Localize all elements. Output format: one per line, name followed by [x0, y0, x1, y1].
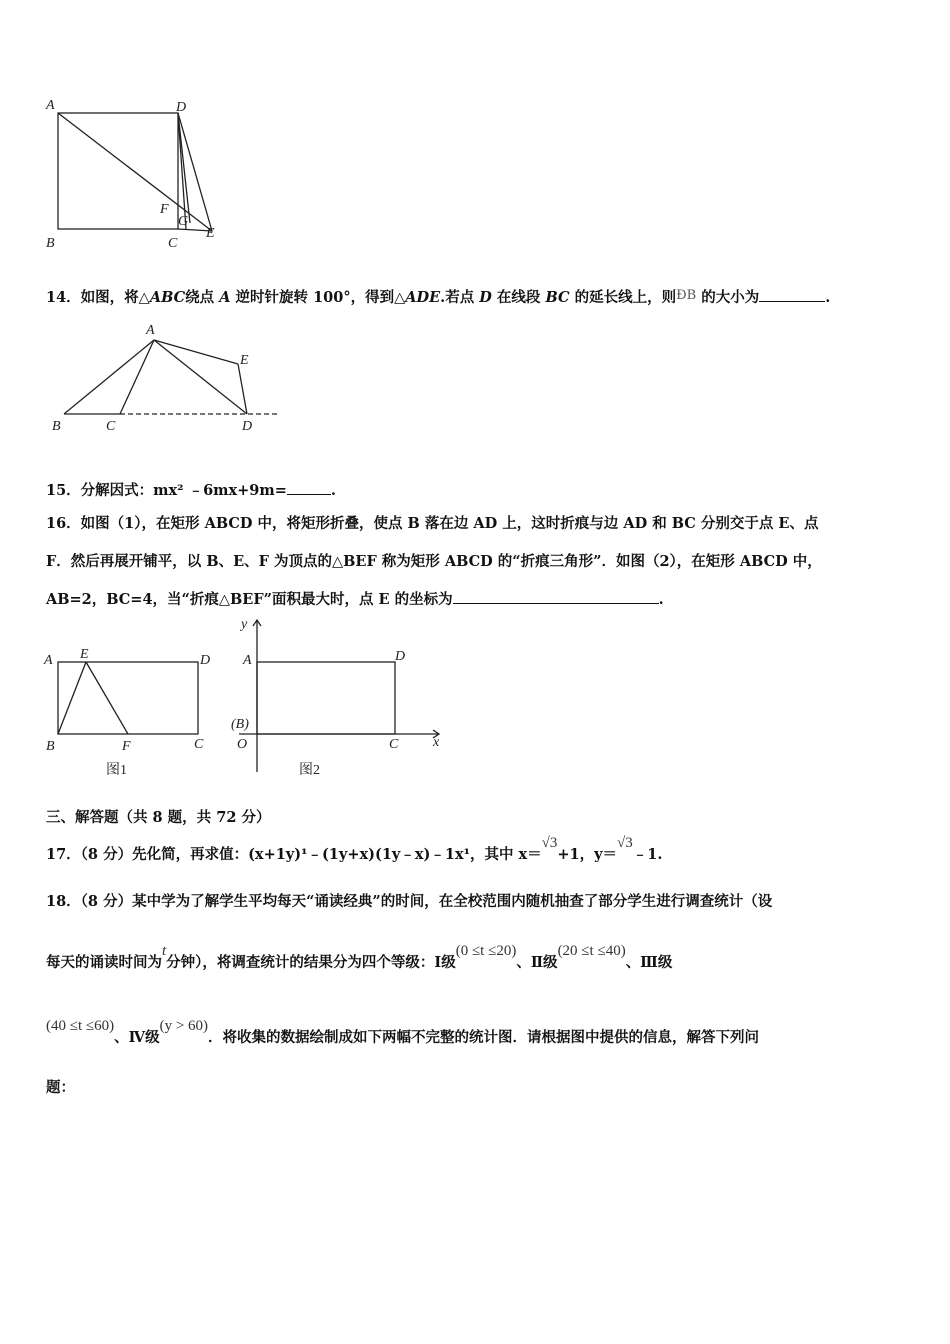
label-y-axis: y: [241, 617, 248, 632]
label-d: D: [395, 649, 406, 664]
label-e: E: [206, 226, 215, 241]
label-f: F: [122, 739, 131, 754]
answer-blank[interactable]: [759, 287, 825, 302]
figure-2-coordinate: [225, 612, 455, 782]
label-a: A: [146, 323, 155, 338]
label-c: C: [389, 737, 399, 752]
label-b: B: [52, 419, 61, 434]
question-15: 15．分解因式：mx² ﹣6mx+9m= .: [46, 482, 336, 499]
question-16-line2: F．然后再展开铺平，以 B、E、F 为顶点的△BEF 称为矩形 ABCD 的“折痕三角形”．如图（2），在矩形 ABCD 中，: [46, 553, 822, 570]
label-g: G: [178, 214, 189, 229]
label-b: B: [46, 739, 55, 754]
question-18-line1: 18．（8 分）某中学为了解学生平均每天“诵读经典”的时间，在全校范围内随机抽查了部分学生进行调查统计（设: [46, 893, 773, 910]
label-x-axis: x: [433, 735, 440, 750]
question-16-line3: AB=2，BC=4，当“折痕△BEF”面积最大时，点 E 的坐标为 .: [46, 591, 664, 608]
answer-blank[interactable]: [287, 480, 331, 495]
label-a: A: [46, 98, 55, 113]
label-f: F: [160, 202, 169, 217]
label-e: E: [80, 647, 89, 662]
question-18-line2: 每天的诵读时间为t分钟），将调查统计的结果分为四个等级：Ⅰ级(0 ≤t ≤20)、Ⅱ级(20 ≤t ≤40)、Ⅲ级: [46, 943, 673, 971]
question-16-line1: 16．如图（1），在矩形 ABCD 中，将矩形折叠，使点 B 落在边 AD 上，这时折痕与边 AD 和 BC 分别交于点 E、点: [46, 515, 819, 532]
label-e: E: [240, 353, 249, 368]
label-a: A: [44, 653, 53, 668]
section-heading: 三、解答题（共 8 题，共 72 分）: [46, 809, 271, 826]
label-a: A: [243, 653, 252, 668]
label-d: D: [176, 100, 187, 115]
figure-1-rectangle: [40, 640, 220, 780]
label-c: C: [168, 236, 178, 251]
label-d: D: [242, 419, 253, 434]
label-c: C: [106, 419, 116, 434]
question-18-line4: 题：: [46, 1079, 75, 1096]
figure-caption: 图1: [106, 763, 127, 778]
label-origin: O: [237, 737, 248, 752]
label-b: (B): [231, 717, 249, 732]
label-c: C: [194, 737, 204, 752]
label-d: D: [200, 653, 211, 668]
label-b: B: [46, 236, 55, 251]
question-17: 17．（8 分）先化简，再求值：(x+1y)¹﹣(1y+x)(1y﹣x)﹣1x¹，其中 x＝√3+1，y＝√3﹣1.: [46, 835, 663, 863]
figure-caption: 图2: [299, 763, 320, 778]
figure-square-abcd: [40, 95, 230, 255]
figure-rotation: [40, 318, 290, 438]
answer-blank[interactable]: [453, 589, 659, 604]
question-18-line3: (40 ≤t ≤60)、Ⅳ级(y > 60)．将收集的数据绘制成如下两幅不完整的统计图．请根据图中提供的信息，解答下列问: [46, 1018, 760, 1046]
question-14: 14．如图，将△ABC绕点 A 逆时针旋转 100°，得到△ADE.若点 D 在线段 BC 的延长线上，则ÐB 的大小为 .: [46, 288, 831, 306]
